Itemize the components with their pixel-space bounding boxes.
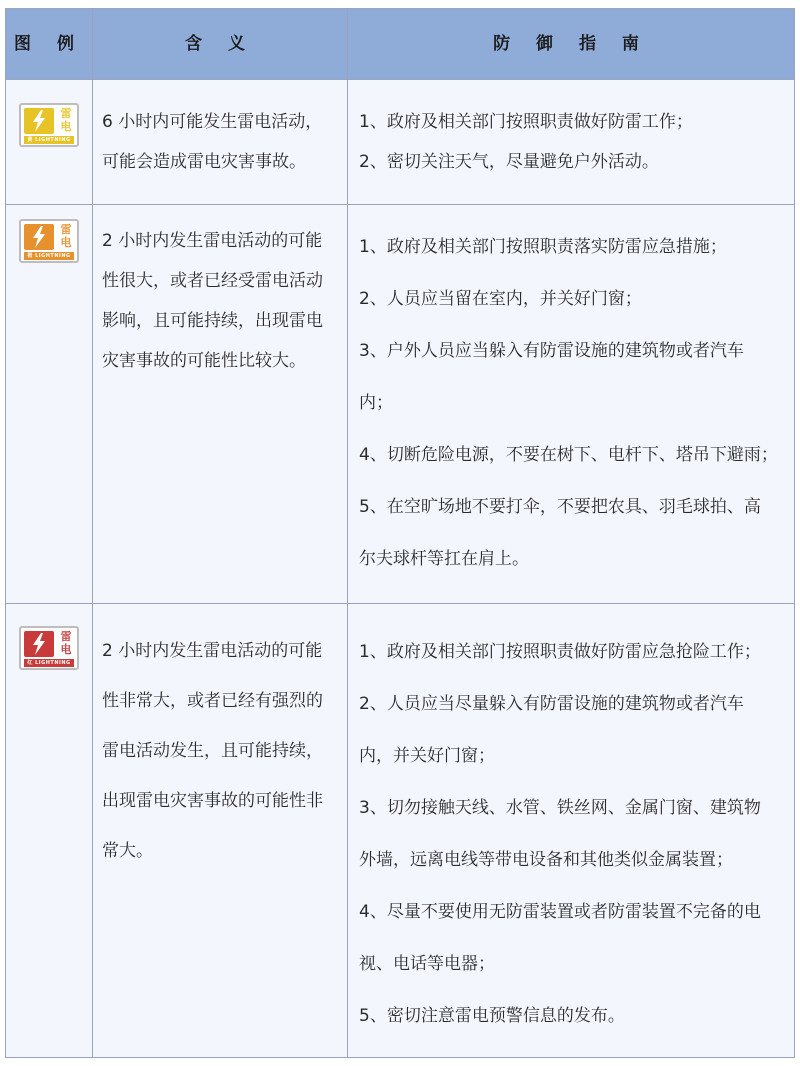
icon-strip-label: 橙 LIGHTNING xyxy=(24,252,74,260)
table-header xyxy=(6,9,794,80)
lightning-red-icon xyxy=(19,626,79,670)
guide-line: 4、尽量不要使用无防雷装置或者防雷装置不完备的电 xyxy=(359,902,761,922)
icon-char-2: 电 xyxy=(60,643,72,656)
guide-line: 1、政府及相关部门按照职责做好防雷应急抢险工作； xyxy=(359,642,761,662)
guide-line: 视、电话等电器； xyxy=(359,954,495,974)
guide-line: 1、政府及相关部门按照职责做好防雷工作； xyxy=(359,112,693,132)
guide-line: 1、政府及相关部门按照职责落实防雷应急措施； xyxy=(359,237,727,257)
bolt-icon xyxy=(24,108,54,134)
guide-cell xyxy=(359,221,791,585)
meaning-line: 灾害事故的可能性比较大。 xyxy=(102,351,306,371)
guide-line: 3、户外人员应当躲入有防雷设施的建筑物或者汽车 xyxy=(359,341,744,361)
meaning-line: 性很大，或者已经受雷电活动 xyxy=(102,271,323,291)
meaning-line: 出现雷电灾害事故的可能性非 xyxy=(102,791,323,811)
guide-line: 尔夫球杆等扛在肩上。 xyxy=(359,549,529,569)
lightning-yellow-icon xyxy=(19,103,79,147)
lightning-orange-icon xyxy=(19,219,79,263)
guide-cell xyxy=(359,626,791,1042)
table-row-yellow xyxy=(6,80,794,204)
header-legend: 图 例 xyxy=(14,34,84,54)
header-meaning: 含 义 xyxy=(185,34,255,54)
icon-char-1: 雷 xyxy=(60,223,72,236)
meaning-line: 2 小时内发生雷电活动的可能 xyxy=(102,231,323,251)
icon-char-2: 电 xyxy=(60,236,72,249)
guide-line: 5、密切注意雷电预警信息的发布。 xyxy=(359,1006,625,1026)
guide-line: 外墙，远离电线等带电设备和其他类似金属装置； xyxy=(359,850,733,870)
icon-strip-label: 黄 LIGHTNING xyxy=(24,136,74,144)
guide-line: 2、人员应当尽量躲入有防雷设施的建筑物或者汽车 xyxy=(359,694,744,714)
guide-line: 2、人员应当留在室内，并关好门窗； xyxy=(359,289,642,309)
meaning-line: 雷电活动发生，且可能持续， xyxy=(102,741,323,761)
guide-line: 2、密切关注天气，尽量避免户外活动。 xyxy=(359,152,659,172)
meaning-line: 2 小时内发生雷电活动的可能 xyxy=(102,641,323,661)
icon-strip-label: 红 LIGHTNING xyxy=(24,659,74,667)
header-guide: 防 御 指 南 xyxy=(493,34,649,54)
warning-guide-table xyxy=(5,8,795,1058)
meaning-cell xyxy=(102,102,342,182)
meaning-line: 常大。 xyxy=(102,841,153,861)
guide-line: 内； xyxy=(359,393,393,413)
table-row-orange xyxy=(6,205,794,603)
bolt-icon xyxy=(24,224,54,250)
guide-line: 内，并关好门窗； xyxy=(359,746,495,766)
meaning-cell xyxy=(102,221,342,381)
bolt-icon xyxy=(24,631,54,657)
meaning-line: 性非常大，或者已经有强烈的 xyxy=(102,691,323,711)
guide-line: 3、切勿接触天线、水管、铁丝网、金属门窗、建筑物 xyxy=(359,798,761,818)
guide-line: 4、切断危险电源，不要在树下、电杆下、塔吊下避雨； xyxy=(359,445,778,465)
meaning-line: 影响，且可能持续，出现雷电 xyxy=(102,311,323,331)
guide-cell xyxy=(359,102,791,182)
table-row-red xyxy=(6,604,794,1057)
icon-char-1: 雷 xyxy=(60,107,72,120)
meaning-line: 可能会造成雷电灾害事故。 xyxy=(102,152,306,172)
meaning-cell xyxy=(102,626,342,876)
meaning-line: 6 小时内可能发生雷电活动， xyxy=(102,112,323,132)
guide-line: 5、在空旷场地不要打伞，不要把农具、羽毛球拍、高 xyxy=(359,497,761,517)
icon-char-1: 雷 xyxy=(60,630,72,643)
icon-char-2: 电 xyxy=(60,120,72,133)
